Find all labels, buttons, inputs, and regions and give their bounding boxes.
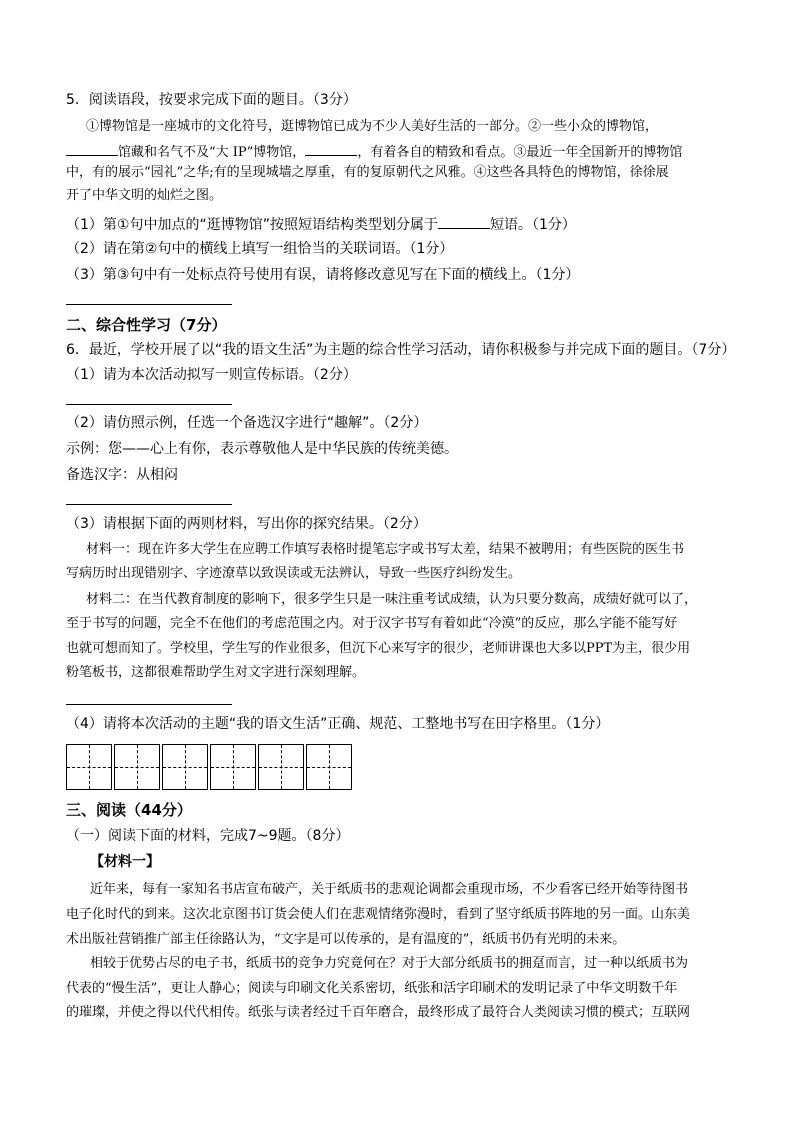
answer-blank-2[interactable] bbox=[305, 141, 357, 156]
answer-line-q6-2[interactable] bbox=[66, 504, 232, 505]
q6-sub1: （1）请为本次活动拟写一则宣传标语。（2分） bbox=[66, 367, 357, 383]
q5-passage-line2b: ，有着各自的精致和看点。③最近一年全国新开的博物馆 bbox=[357, 145, 683, 160]
answer-line-q6-1[interactable] bbox=[66, 404, 232, 405]
reading-p2-line2: 代表的“慢生活”，更让人静心；阅读与印刷文化关系密切，纸张和活字印刷术的发明记录了中华文明数千年 bbox=[66, 981, 678, 996]
material-2-line2: 至于书写的问题，完全不在他们的考虑范围之内。对于汉字书写有着如此“冷漠”的反应，那么字能不能写好 bbox=[66, 616, 678, 631]
q5-passage-line1: ①博物馆是一座城市的文化符号，逛博物馆已成为不少人美好生活的一部分。②一些小众的博物馆， bbox=[86, 119, 659, 134]
tianzige-cell[interactable] bbox=[114, 744, 160, 790]
material-1-line1: 材料一：现在许多大学生在应聘工作填写表格时提笔忘字或书写太差，结果不被聘用；有些医院的医生书 bbox=[86, 542, 685, 557]
section-3-title: 三、阅读（44分） bbox=[66, 801, 192, 819]
answer-blank-1[interactable] bbox=[66, 141, 118, 156]
q6-stem: 6．最近，学校开展了以“我的语文生活”为主题的综合性学习活动，请你积极参与并完成下面的题目。（7分） bbox=[66, 342, 736, 358]
answer-line-q6-3[interactable] bbox=[66, 704, 232, 705]
section-2-title: 二、综合性学习（7分） bbox=[66, 316, 227, 334]
q5-sub2: （2）请在第②句中的横线上填写一组恰当的关联词语。（1分） bbox=[66, 241, 454, 257]
q5-passage-line4: 开了中华文明的灿烂之图。 bbox=[66, 188, 223, 203]
q6-sub2: （2）请仿照示例，任选一个备选汉字进行“趣解”。（2分） bbox=[66, 415, 428, 431]
tianzige-cell[interactable] bbox=[306, 744, 352, 790]
reading-p1-line2: 电子化时代的到来。这次北京图书订货会使人们在悲观情绪弥漫时，看到了坚守纸质书阵地的另一面。山东美 bbox=[66, 907, 691, 922]
answer-blank-3[interactable] bbox=[438, 214, 490, 229]
q5-passage-line2 bbox=[66, 141, 682, 163]
tianzige-cell[interactable] bbox=[210, 744, 256, 790]
tianzige-cell[interactable] bbox=[162, 744, 208, 790]
q5-passage-line3: 中，有的展示“园礼”之华;有的呈现城墙之厚重，有的复原朝代之风雅。④这些各具特色的博物馆，徐徐展 bbox=[66, 165, 669, 180]
reading-p1-line3: 术出版社营销推广部主任徐路认为，“文字是可以传承的，是有温度的”，纸质书仍有光明的未来。 bbox=[66, 932, 626, 947]
q5-sub1-text: （1）第①句中加点的“逛博物馆”按照短语结构类型划分属于 bbox=[66, 217, 438, 233]
q6-example: 示例：您——心上有你，表示尊敬他人是中华民族的传统美德。 bbox=[66, 441, 458, 457]
reading-p2-line1: 相较于优势占尽的电子书，纸质书的竞争力究竟何在？对于大部分纸质书的拥趸而言，过一种以纸质书为 bbox=[90, 956, 689, 971]
q5-stem: 5．阅读语段，按要求完成下面的题目。（3分） bbox=[66, 92, 357, 108]
material-label: 【材料一】 bbox=[90, 854, 160, 870]
reading-p2-line3: 的璀璨，并使之得以代代相传。纸张与读者经过千百年磨合，最终形成了最符合人类阅读习惯的模式；互联网 bbox=[66, 1005, 691, 1020]
material-2-line3: 也就可想而知了。学校里，学生写的作业很多，但沉下心来写字的很少，老师讲课也大多以PPT为主，很少用 bbox=[66, 641, 691, 656]
tianzige-grid bbox=[66, 744, 352, 790]
q6-sub4: （4）请将本次活动的主题“我的语文生活”正确、规范、工整地书写在田字格里。（1分） bbox=[66, 716, 610, 732]
material-2-line4: 粉笔板书，这都很难帮助学生对文字进行深刻理解。 bbox=[66, 665, 366, 680]
q6-candidate-chars: 备选汉字：从相闷 bbox=[66, 467, 178, 483]
reading-p1-line1: 近年来，每有一家知名书店宣布破产，关于纸质书的悲观论调都会重现市场，不少看客已经开始等待图书 bbox=[90, 882, 689, 897]
material-2-line1: 材料二：在当代教育制度的影响下，很多学生只是一味注重考试成绩，认为只要分数高，成绩好就可以了， bbox=[86, 592, 698, 607]
tianzige-cell[interactable] bbox=[258, 744, 304, 790]
q5-sub3: （3）第③句中有一处标点符号使用有误，请将修改意见写在下面的横线上。（1分） bbox=[66, 267, 580, 283]
reading-part-1-stem: （一）阅读下面的材料，完成7~9题。（8分） bbox=[66, 828, 350, 844]
q6-sub3: （3）请根据下面的两则材料，写出你的探究结果。（2分） bbox=[66, 516, 427, 532]
q5-passage-line2a: 馆藏和名气不及“大 IP”博物馆， bbox=[118, 145, 306, 160]
material-1-line2: 写病历时出现错别字、字迹潦草以致误读或无法辨认，导致一些医疗纠纷发生。 bbox=[66, 566, 522, 581]
tianzige-cell[interactable] bbox=[66, 744, 112, 790]
q5-sub1 bbox=[66, 214, 576, 235]
answer-line-q5-3[interactable] bbox=[66, 304, 232, 305]
q5-sub1-tail: 短语。（1分） bbox=[489, 217, 576, 233]
